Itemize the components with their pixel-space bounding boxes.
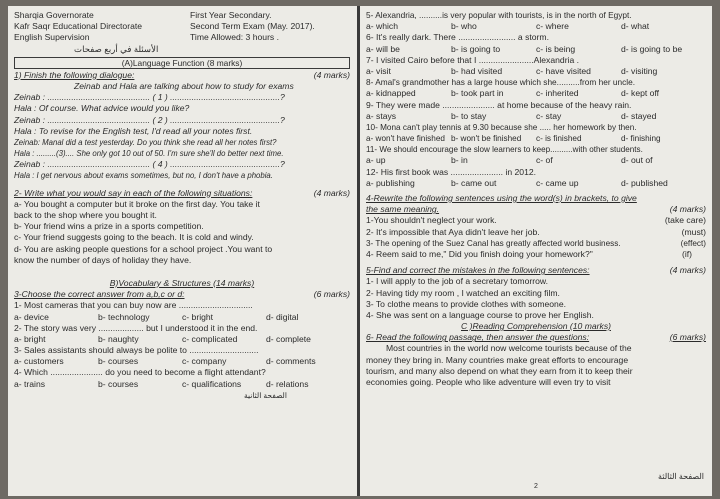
option: d- stayed	[621, 110, 657, 121]
option: c- have visited	[536, 65, 591, 76]
option: a- won't have finished	[366, 134, 445, 144]
dialogue-line-2: Hala : Of course. What advice would you like?	[14, 103, 190, 114]
mcq-3-options	[14, 356, 350, 367]
dialogue-line-6: Hala : .........(3).... She only got 10 out of 50. I'm sure she'll do better next time.	[14, 149, 284, 159]
question-5-marks: (4 marks)	[669, 265, 706, 276]
dialogue-line-5: Zeinab: Manal did a test yesterday. Do you think she read all her notes first?	[14, 137, 277, 147]
option: b- is going to	[451, 43, 501, 54]
option: b- to stay	[451, 110, 487, 121]
question-3-title: 3-Choose the correct answer from a,b,c or d:	[14, 289, 185, 300]
question-1-title: 1) Finish the following dialogue:	[14, 69, 135, 80]
grade: First Year Secondary.	[190, 10, 272, 20]
option: a- trains	[14, 378, 46, 389]
option: a- up	[366, 155, 386, 166]
option: a- bright	[14, 333, 46, 344]
option: d- finishing	[621, 134, 661, 144]
option: c- where	[536, 21, 569, 32]
option: d- what	[621, 21, 650, 32]
mcq-11-options	[366, 155, 706, 166]
option: a- visit	[366, 65, 391, 76]
page-number: 2	[534, 482, 538, 490]
mcq-8-options	[366, 88, 706, 99]
rewrite-2-key: (must)	[681, 226, 706, 237]
situation-3: c- Your friend suggests going to the beach. It is cold and windy.	[14, 232, 254, 243]
option: d- visiting	[621, 65, 658, 76]
page-footer-right: الصفحة الثالثة	[658, 471, 704, 481]
exam-term: Second Term Exam (May. 2017).	[190, 21, 315, 32]
section-c-title: C )Reading Comprehension (10 marks)	[461, 321, 611, 332]
option: a- customers	[14, 356, 64, 367]
question-4-title-cont: the same meaning.	[366, 204, 440, 215]
option: a- will be	[366, 43, 400, 54]
mcq-5-options	[366, 21, 706, 32]
option: b- came out	[451, 177, 497, 188]
situation-1a: a- You bought a computer but it broke on the first day. You take it	[14, 198, 260, 209]
question-3-marks: (6 marks)	[313, 289, 350, 300]
passage-line-2: money they bring in. Many countries make great efforts to encourage	[366, 354, 629, 365]
situation-1b: back to the shop where you bought it.	[14, 210, 157, 220]
option: b- courses	[98, 378, 139, 389]
supervision: English Supervision	[14, 32, 90, 43]
option: d- comments	[266, 356, 316, 367]
option: c- stay	[536, 110, 562, 121]
mcq-6: 6- It's really dark. There ........................ a storm.	[366, 32, 549, 43]
mcq-11: 11- We should encourage the slow learners to keep..........with other students.	[366, 145, 643, 155]
question-6-marks: (6 marks)	[669, 332, 706, 343]
mcq-1-options	[14, 312, 350, 323]
option: b- won't be finished	[451, 134, 522, 144]
option: b- had visited	[451, 65, 503, 76]
rewrite-4: 4- Reem said to me," Did you finish doing your homework?"	[366, 248, 593, 259]
mcq-10-options	[366, 133, 706, 144]
option: c- is finished	[536, 134, 582, 144]
mistake-2: 2- Having tidy my room , I watched an exciting film.	[366, 287, 560, 298]
option: d- relations	[266, 378, 309, 389]
option: a- which	[366, 21, 398, 32]
mcq-12-options	[366, 178, 706, 189]
mcq-1: 1- Most cameras that you can buy now are ...............................	[14, 300, 253, 311]
question-5-title: 5-Find and correct the mistakes in the following sentences:	[366, 265, 590, 276]
question-4-title: 4-Rewrite the following sentences using the word(s) in brackets, to give	[366, 193, 637, 203]
rewrite-1-key: (take care)	[664, 215, 706, 226]
option: a- stays	[366, 110, 397, 121]
mcq-3: 3- Sales assistants should always be polite to .............................	[14, 345, 259, 356]
option: a- kidnapped	[366, 88, 416, 99]
mistake-3: 3- To clothe means to provide clothes with someone.	[366, 298, 566, 309]
mcq-9: 9- They were made ...................... at home because of the heavy rain.	[366, 99, 632, 110]
passage-line-3: tourism, and many also depend on what they earn from it to keep their	[366, 365, 633, 376]
section-b-title: B)Vocabulary & Structures (14 marks)	[109, 277, 255, 288]
situation-4a: d- You are asking people questions for a school project .You want to	[14, 243, 273, 254]
question-2-marks: (4 marks)	[313, 187, 350, 198]
mcq-8: 8- Amal's grandmother has a large house which she..........from her uncle.	[366, 77, 636, 88]
option: c- came up	[536, 177, 579, 188]
question-6-title: 6- Read the following passage, then answer the questions:	[366, 332, 590, 343]
option: d- out of	[621, 155, 653, 166]
mcq-2: 2- The story was very ................... but I understood it in the end.	[14, 322, 258, 333]
exam-sheet	[8, 6, 712, 496]
mcq-2-options	[14, 334, 350, 345]
mistake-4: 4- She was sent on a language course to prove her English.	[366, 309, 594, 320]
mcq-5: 5- Alexandria, ..........is very popular with tourists, is in the north of Egypt.	[366, 10, 632, 20]
dialogue-line-4: Hala : To revise for the English test, I'd read all your notes first.	[14, 125, 253, 136]
situation-4b: know the number of days of holiday they have.	[14, 254, 192, 265]
rewrite-1: 1-You shouldn't neglect your work.	[366, 215, 497, 226]
option: d- complete	[266, 333, 311, 344]
option: c- bright	[182, 311, 214, 322]
option: b- technology	[98, 311, 150, 322]
rewrite-3-key: (effect)	[680, 238, 706, 248]
question-4-marks: (4 marks)	[669, 204, 706, 215]
question-2-title: 2- Write what you would say in each of the following situations:	[14, 187, 253, 198]
option: c- inherited	[536, 88, 579, 99]
governorate: Sharqia Governorate	[14, 10, 94, 20]
directorate: Kafr Saqr Educational Directorate	[14, 21, 143, 32]
rewrite-2: 2- It's impossible that Aya didn't leave her job.	[366, 226, 540, 237]
option: a- device	[14, 311, 49, 322]
exam-page-left	[8, 6, 356, 496]
option: b- courses	[98, 356, 139, 367]
option: b- naughty	[98, 333, 139, 344]
exam-header	[14, 10, 350, 44]
option: b- who	[451, 21, 477, 32]
option: a- publishing	[366, 177, 415, 188]
mcq-10: 10- Mona can't play tennis at 9.30 because she ..... her homework by then.	[366, 122, 637, 132]
rewrite-3: 3- The opening of the Suez Canal has greatly affected world business.	[366, 238, 621, 248]
question-1-marks: (4 marks)	[313, 69, 350, 80]
dialogue-intro: Zeinab and Hala are talking about how to study for exams	[74, 80, 294, 91]
passage-line-4: economies going. People who like adventure will even try to visit	[366, 377, 611, 387]
option: d- published	[621, 177, 668, 188]
mcq-4: 4- Which ...................... do you need to become a flight attendant?	[14, 367, 266, 378]
mcq-7: 7- I visited Cairo before that I .......................Alexandria .	[366, 54, 580, 65]
option: c- qualifications	[182, 378, 242, 389]
option: c- company	[182, 356, 227, 367]
option: b- in	[451, 155, 468, 166]
dialogue-line-8: Hala : I get nervous about exams sometimes, but no, I don't have a phobia.	[14, 171, 273, 181]
option: c- complicated	[182, 333, 238, 344]
passage-line-1: Most countries in the world now welcome tourists because of the	[386, 343, 632, 354]
option: d- is going to be	[621, 43, 683, 54]
mcq-6-options	[366, 44, 706, 55]
option: b- took part in	[451, 88, 504, 99]
option: c- is being	[536, 43, 576, 54]
option: d- digital	[266, 311, 299, 322]
situation-2: b- Your friend wins a prize in a sports competition.	[14, 221, 204, 232]
mistake-1: 1- I will apply to the job of a secretary tomorrow.	[366, 276, 548, 287]
pages-note: الأسئلة في أربع صفحات	[74, 43, 159, 54]
mcq-7-options	[366, 66, 706, 77]
dialogue-line-1: Zeinab : ........................................... ( 1 ) ..............................................?	[14, 92, 285, 103]
mcq-9-options	[366, 111, 706, 122]
dialogue-line-7: Zeinab : ........................................... ( 4 ) ..............................................?	[14, 159, 285, 170]
dialogue-line-3: Zeinab : ........................................... ( 2 ) ..............................................?	[14, 114, 285, 125]
option: d- kept off	[621, 88, 660, 99]
option: c- of	[536, 155, 553, 166]
mcq-4-options	[14, 379, 350, 390]
mcq-12: 12- His first book was ...................... in 2012.	[366, 166, 537, 177]
section-a-title: (A)Language Function (8 marks)	[14, 57, 350, 69]
exam-page-right	[360, 6, 712, 496]
page-footer-left: الصفحة الثانية	[244, 390, 287, 400]
rewrite-4-key: (if)	[681, 248, 692, 259]
time-allowed: Time Allowed: 3 hours .	[190, 32, 280, 43]
